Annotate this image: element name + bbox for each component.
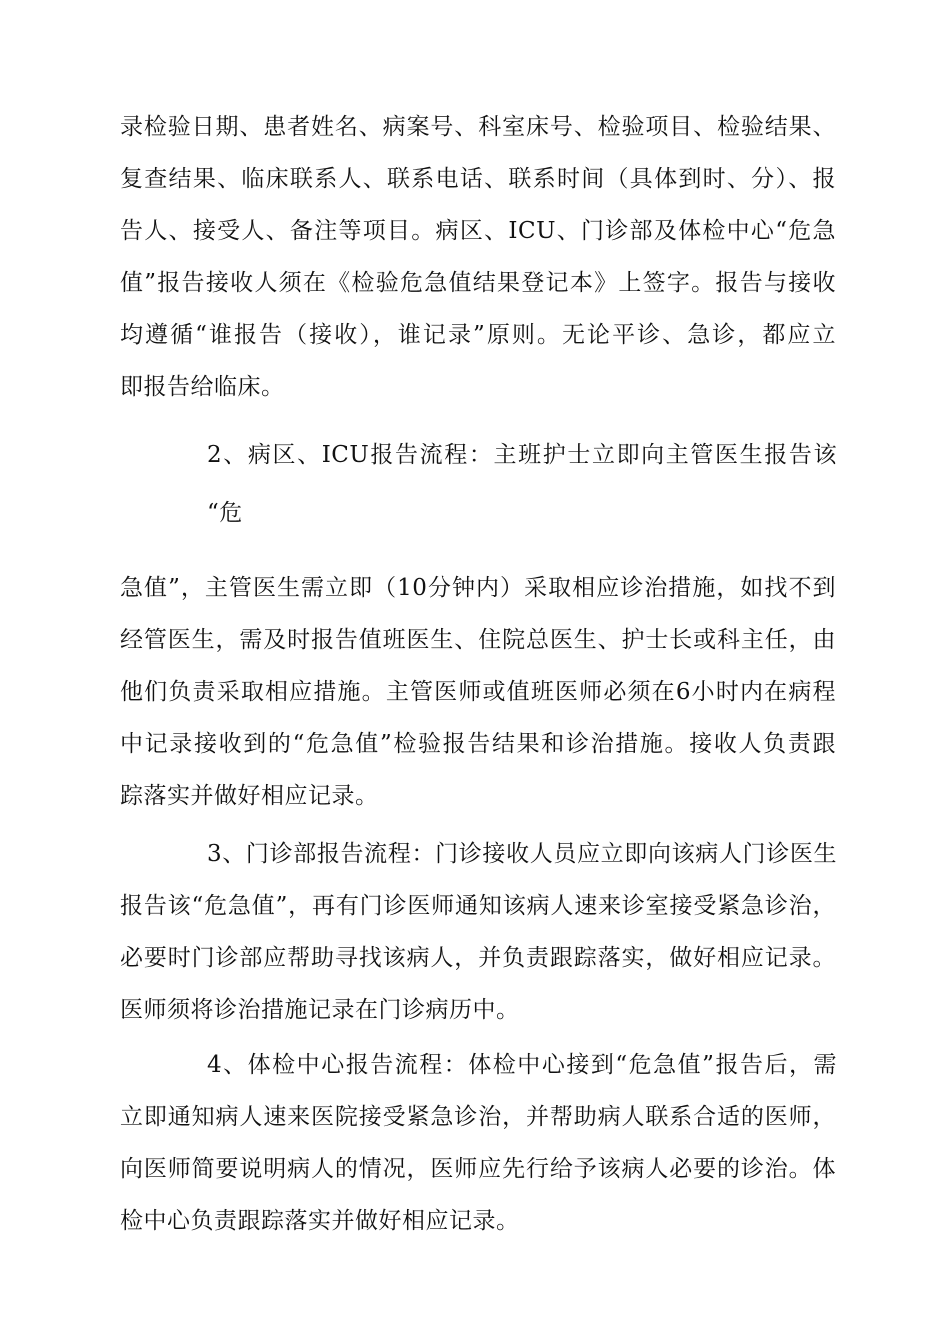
text-line: 向医师简要说明病人的情况，医师应先行给予该病人必要的诊治。体 <box>120 1156 836 1182</box>
text-line: 经管医生，需及时报告值班医生、住院总医生、护士长或科主任，由 <box>120 627 836 653</box>
text-line: 踪落实并做好相应记录。 <box>120 783 379 809</box>
text-line: 必要时门诊部应帮助寻找该病人，并负责跟踪落实，做好相应记录。 <box>120 945 836 971</box>
text-line: 急值”，主管医生需立即（10分钟内）采取相应诊治措施，如找不到 <box>120 575 836 601</box>
text-line: 值”报告接收人须在《检验危急值结果登记本》上签字。报告与接收 <box>120 270 836 296</box>
text-line: 检中心负责跟踪落实并做好相应记录。 <box>120 1208 520 1234</box>
text-line: 2、病区、ICU报告流程：主班护士立即向主管医生报告该 <box>207 442 837 468</box>
text-line: 医师须将诊治措施记录在门诊病历中。 <box>120 997 520 1023</box>
text-line: 他们负责采取相应措施。主管医师或值班医师必须在6小时内在病程 <box>120 679 836 705</box>
text-line: 4、体检中心报告流程：体检中心接到“危急值”报告后，需 <box>207 1052 837 1078</box>
text-line: 报告该“危急值”，再有门诊医师通知该病人速来诊室接受紧急诊治， <box>120 893 836 919</box>
text-line: 立即通知病人速来医院接受紧急诊治，并帮助病人联系合适的医师， <box>120 1104 836 1130</box>
text-line: 复查结果、临床联系人、联系电话、联系时间（具体到时、分）、报 <box>120 166 836 192</box>
text-line: 即报告给临床。 <box>120 374 285 400</box>
text-line: 中记录接收到的“危急值”检验报告结果和诊治措施。接收人负责跟 <box>120 731 836 757</box>
text-line: 告人、接受人、备注等项目。病区、ICU、门诊部及体检中心“危急 <box>120 218 836 244</box>
text-line: “危 <box>207 500 243 526</box>
text-line: 均遵循“谁报告（接收），谁记录”原则。无论平诊、急诊，都应立 <box>120 322 836 348</box>
text-line: 3、门诊部报告流程：门诊接收人员应立即向该病人门诊医生 <box>207 841 837 867</box>
text-line: 录检验日期、患者姓名、病案号、科室床号、检验项目、检验结果、 <box>120 114 836 140</box>
